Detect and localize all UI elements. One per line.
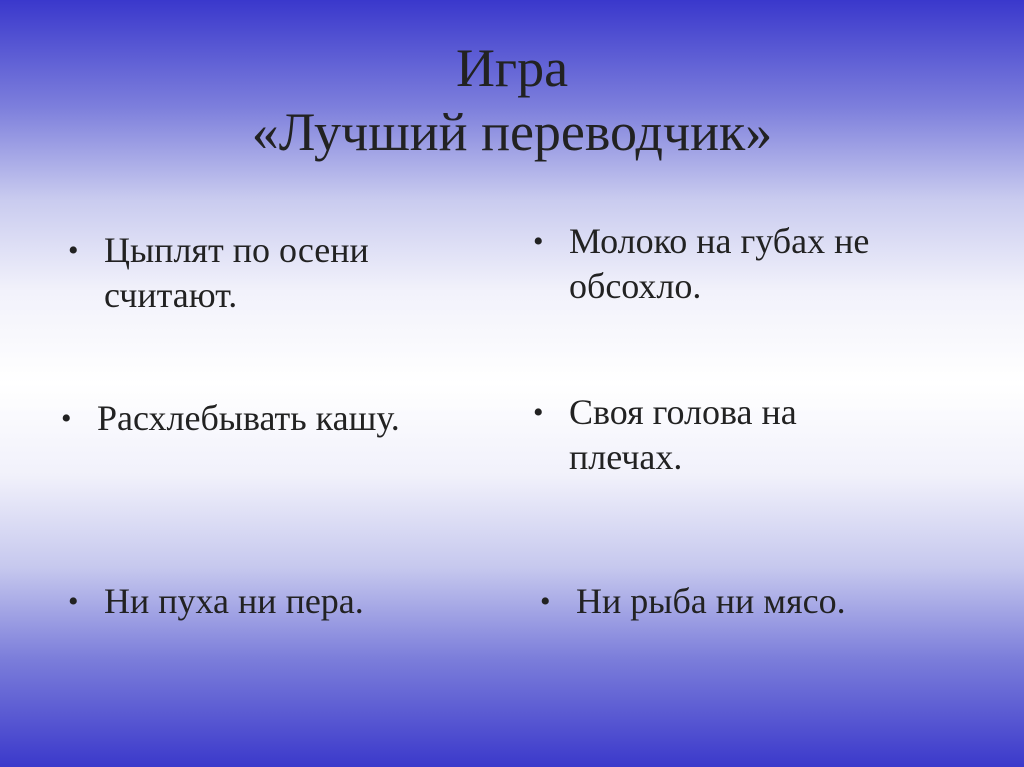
- title-line-1: Игра: [455, 38, 569, 98]
- bullet-marker: •: [540, 585, 551, 618]
- list-item: [540, 579, 960, 624]
- title-line-2: «Лучший переводчик»: [251, 102, 773, 162]
- list-item: [533, 390, 873, 480]
- list-item: [68, 579, 488, 624]
- slide-title: [0, 36, 1024, 164]
- list-item-text: Своя голова на плечах.: [569, 392, 797, 477]
- list-item: [533, 219, 953, 309]
- list-item: [68, 228, 448, 318]
- bullet-marker: •: [68, 234, 79, 267]
- list-item-text: Цыплят по осени считают.: [104, 230, 369, 315]
- list-item-text: Молоко на губах не обсохло.: [569, 221, 870, 306]
- list-item-text: Ни пуха ни пера.: [104, 581, 364, 621]
- bullet-marker: •: [68, 585, 79, 618]
- bullet-marker: •: [533, 225, 544, 258]
- list-item-text: Расхлебывать кашу.: [97, 398, 400, 438]
- bullet-marker: •: [61, 402, 72, 435]
- bullet-marker: •: [533, 396, 544, 429]
- list-item: [61, 396, 481, 441]
- list-item-text: Ни рыба ни мясо.: [576, 581, 846, 621]
